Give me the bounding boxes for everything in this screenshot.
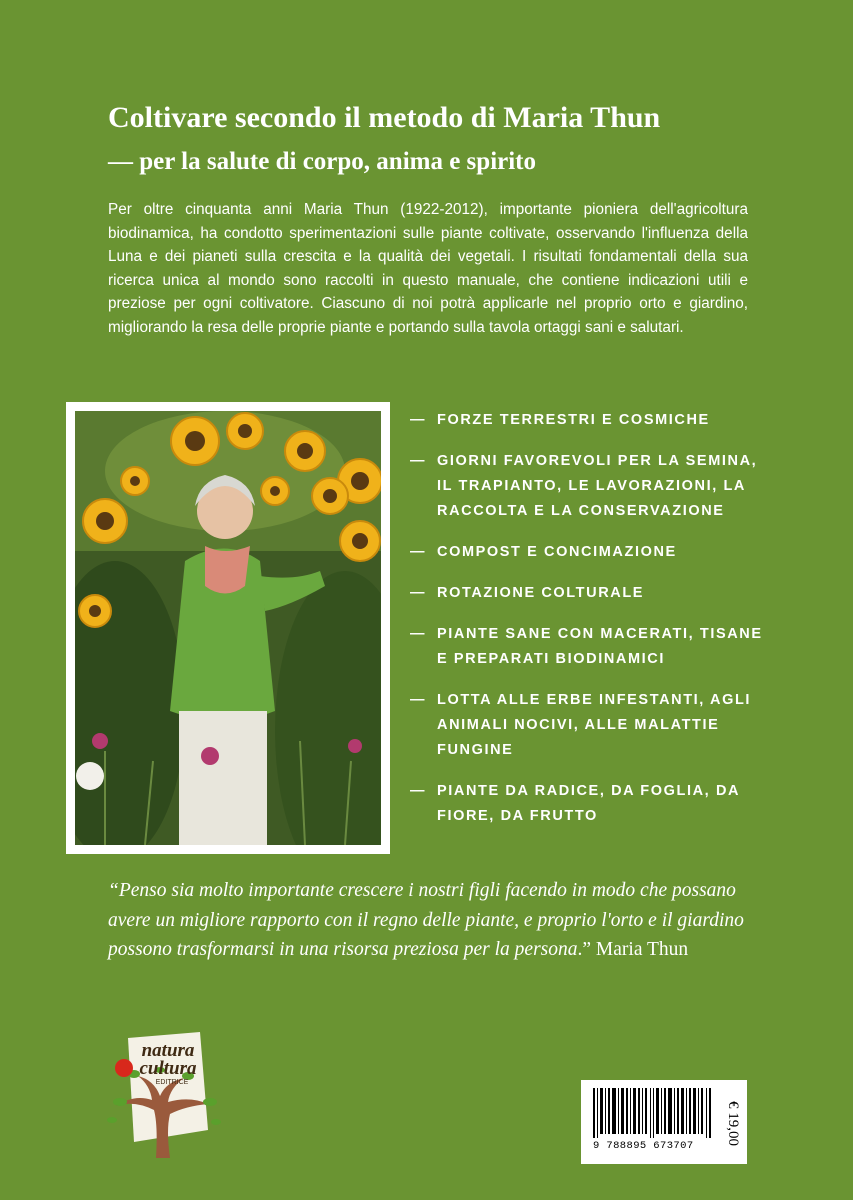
publisher-name-line-3: EDITRICE <box>155 1079 189 1086</box>
dash-bullet: — <box>410 453 425 469</box>
dash-bullet: — <box>410 692 425 708</box>
feature-text: ROTAZIONE COLTURALE <box>437 585 645 601</box>
dash-bullet: — <box>410 585 425 601</box>
quote-attribution: .” Maria Thun <box>577 939 689 961</box>
publisher-name-line-1: natura <box>141 1040 195 1061</box>
title-line-1: Coltivare secondo il metodo di Maria Thun <box>108 101 661 134</box>
dash-bullet: — <box>410 544 425 560</box>
feature-text: PIANTE SANE CON MACERATI, TISANE E PREPARATI BIODINAMICI <box>437 626 763 667</box>
maria-thun-photo <box>75 411 381 845</box>
feature-item <box>410 688 770 763</box>
publisher-logo <box>104 1030 224 1160</box>
barcode-panel <box>581 1080 747 1164</box>
publisher-name-line-2: cultura <box>139 1058 197 1079</box>
feature-item <box>410 622 770 672</box>
feature-item <box>410 540 770 565</box>
feature-text: LOTTA ALLE ERBE INFESTANTI, AGLI ANIMALI NOCIVI, ALLE MALATTIE FUNGINE <box>437 692 752 758</box>
dash-bullet: — <box>410 412 425 428</box>
author-quote <box>108 876 758 965</box>
photo-frame <box>66 402 390 854</box>
barcode-icon <box>593 1088 713 1138</box>
feature-item <box>410 408 770 433</box>
feature-item <box>410 449 770 524</box>
feature-item <box>410 581 770 606</box>
feature-text: FORZE TERRESTRI E COSMICHE <box>437 412 710 428</box>
intro-paragraph: Per oltre cinquanta anni Maria Thun (1922-2012), importante pioniera dell'agricoltura biodinamica, ha condotto sperimentazioni sulle piante coltivate, osservando l'influenza della Luna e dei pianeti sulla crescita e la qualità dei vegetali. I risultati fondamentali della sua ricerca unica al mondo sono raccolti in questo manuale, che contiene indicazioni utili e preziose per ogni coltivatore. Ciascuno di noi potrà applicarle nel proprio orto e giardino, migliorando la resa delle proprie piante e portando sulla tavola ortaggi sani e salutari. <box>108 201 748 336</box>
quote-text: “Penso sia molto importante crescere i nostri figli facendo in modo che possano avere un migliore rapporto con il regno delle piante, e proprio l'orto e il giardino possono trasformarsi in una risorsa preziosa per la persona <box>108 880 744 961</box>
feature-item <box>410 779 770 829</box>
dash-bullet: — <box>410 783 425 799</box>
feature-text: COMPOST E CONCIMAZIONE <box>437 544 677 560</box>
feature-text: PIANTE DA RADICE, DA FOGLIA, DA FIORE, DA FRUTTO <box>437 783 740 824</box>
title-line-2: — per la salute di corpo, anima e spirito <box>108 148 537 175</box>
isbn-digits: 9 788895 673707 <box>593 1140 694 1152</box>
feature-text: GIORNI FAVOREVOLI PER LA SEMINA, IL TRAPIANTO, LE LAVORAZIONI, LA RACCOLTA E LA CONSERVAZIONE <box>437 453 758 519</box>
price-label: € 19,00 <box>725 1100 741 1146</box>
book-title <box>108 96 758 184</box>
feature-list <box>410 408 770 845</box>
dash-bullet: — <box>410 626 425 642</box>
